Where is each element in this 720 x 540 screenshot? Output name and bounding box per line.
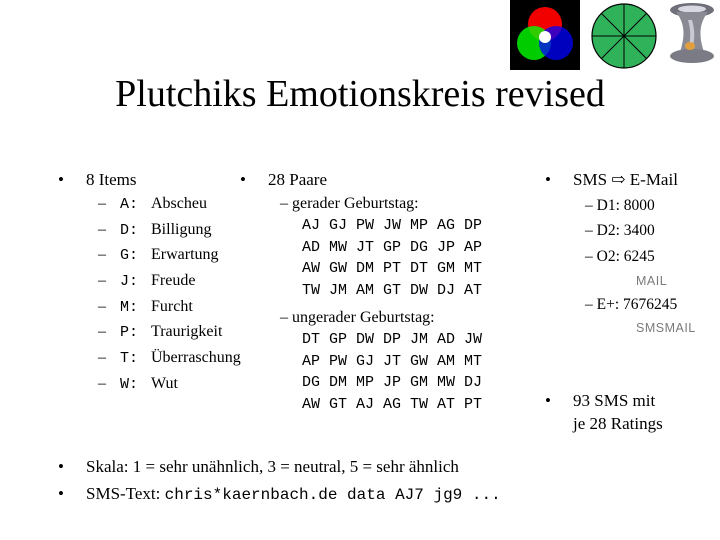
scale-text: Skala: 1 = sehr unähnlich, 3 = neutral, 5 = sehr ähnlich: [86, 457, 459, 476]
scale-bullet: [58, 457, 459, 477]
sms-summary: [545, 391, 655, 411]
item-dash: –: [98, 374, 106, 392]
item-row: [98, 294, 241, 320]
pairs-heading-text: 28 Paare: [268, 170, 328, 189]
items-heading-text: 8 Items: [86, 170, 137, 189]
sms-text-code: chris*kaernbach.de data AJ7 jg9 ...: [164, 486, 501, 504]
pair-line: AW GW DM PT DT GM MT: [302, 260, 483, 277]
vase-image: [664, 0, 720, 68]
odd-birthday-pairs: [302, 329, 482, 415]
item-label: Abscheu: [151, 195, 207, 212]
bullet: •: [58, 457, 64, 476]
mail-keyword: MAIL: [636, 274, 668, 288]
sms-heading-text: SMS ⇨ E-Mail: [573, 170, 678, 189]
item-label: Freude: [151, 272, 196, 290]
white-center: [539, 31, 551, 43]
d2-number: – D2: 3400: [585, 222, 655, 239]
item-code: W:: [120, 375, 139, 393]
pair-line: DT GP DW DP JM AD JW: [302, 331, 483, 348]
item-row: [98, 191, 241, 217]
item-row: [98, 242, 241, 268]
item-code: M:: [120, 298, 139, 316]
item-label: Traurigkeit: [151, 323, 223, 341]
item-dash: –: [98, 195, 106, 212]
slide-title: Plutchiks Emotionskreis revised: [115, 73, 605, 115]
vase-base: [670, 49, 714, 63]
item-row: [98, 371, 241, 397]
smsmail-keyword: SMSMAIL: [636, 321, 696, 335]
item-row: [98, 217, 241, 243]
item-row: [98, 345, 241, 371]
item-code: A:: [120, 196, 139, 213]
sms-summary-line1: 93 SMS mit: [573, 391, 656, 410]
even-birthday-pairs: [302, 215, 482, 301]
pie-wheel-image: [590, 2, 658, 70]
item-code: G:: [120, 247, 139, 265]
item-code: J:: [120, 273, 139, 291]
item-label: Überraschung: [151, 349, 241, 367]
pair-line: TW JM AM GT DW DJ AT: [302, 281, 483, 299]
item-dash: –: [98, 272, 106, 290]
item-code: D:: [120, 221, 139, 239]
item-dash: –: [98, 246, 106, 264]
bullet: •: [58, 170, 64, 189]
eplus-number: – E+: 7676245: [585, 296, 678, 313]
item-dash: –: [98, 220, 106, 238]
bullet: •: [545, 391, 551, 410]
item-label: Erwartung: [151, 246, 219, 264]
sms-text-bullet: [58, 484, 501, 504]
item-dash: –: [98, 323, 106, 341]
item-label: Wut: [151, 374, 178, 392]
pair-line: AJ GJ PW JW MP AG DP: [302, 217, 483, 234]
sms-heading: [545, 170, 678, 190]
item-dash: –: [98, 349, 106, 367]
odd-birthday-heading: – ungerader Geburtstag:: [280, 309, 435, 326]
even-birthday-heading: – gerader Geburtstag:: [280, 195, 419, 212]
item-row: [98, 268, 241, 294]
item-label: Furcht: [151, 297, 193, 315]
rgb-color-circles-image: [510, 0, 580, 70]
pair-line: AD MW JT GP DG JP AP: [302, 238, 483, 256]
item-row: [98, 319, 241, 345]
d1-number: – D1: 8000: [585, 197, 655, 214]
bullet: •: [545, 170, 551, 189]
item-dash: –: [98, 297, 106, 315]
items-list: [98, 191, 241, 397]
sms-text-label: SMS-Text:: [86, 484, 165, 503]
sms-summary-line2: je 28 Ratings: [573, 414, 663, 433]
pair-line: AP PW GJ JT GW AM MT: [302, 352, 483, 370]
bullet: •: [240, 170, 246, 189]
item-label: Billigung: [151, 220, 212, 238]
o2-number: – O2: 6245: [585, 248, 655, 265]
pie-wheel-spokes: [592, 4, 656, 68]
pair-line: AW GT AJ AG TW AT PT: [302, 395, 483, 413]
bullet: •: [58, 484, 64, 503]
pair-line: DG DM MP JP GM MW DJ: [302, 374, 483, 391]
items-heading: [58, 170, 137, 190]
item-code: T:: [120, 350, 139, 368]
vase-figure: [685, 42, 695, 50]
pairs-heading: [240, 170, 327, 190]
item-code: P:: [120, 324, 139, 342]
